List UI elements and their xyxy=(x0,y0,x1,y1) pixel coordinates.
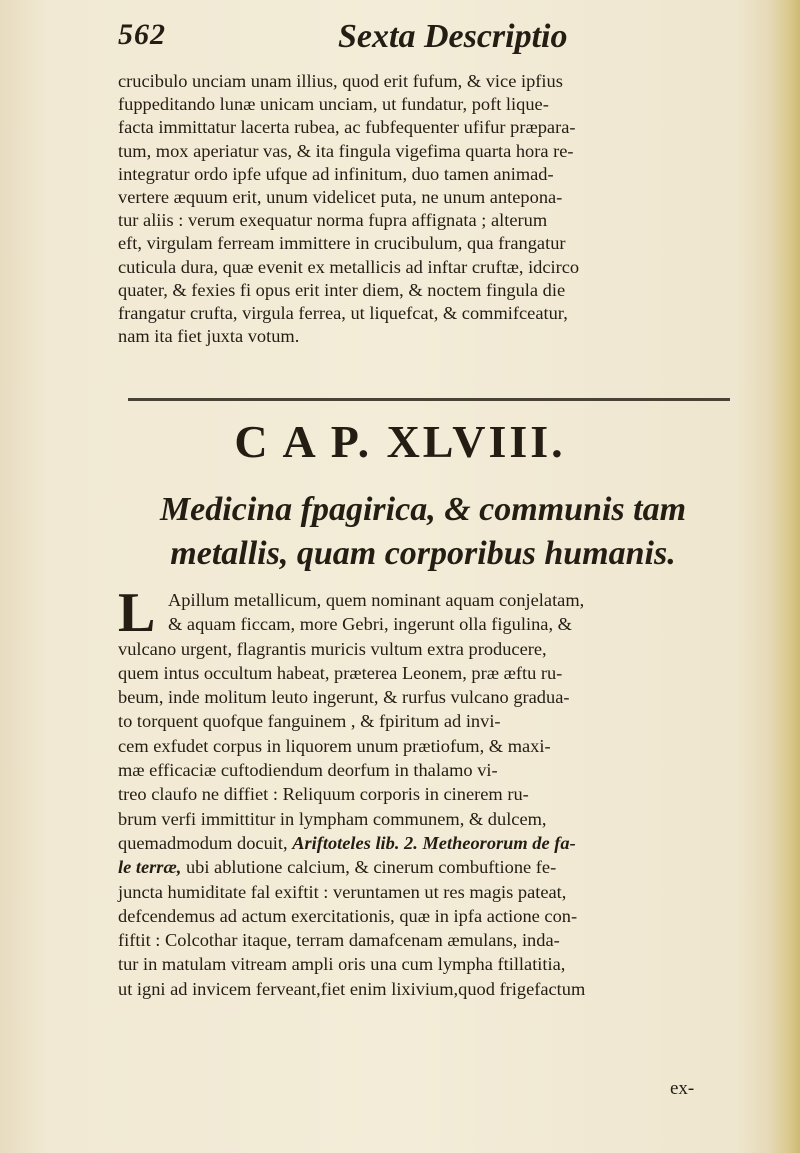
text-fragment: mæ efficaciæ cuftodiendum deorfum in thalamo vi- xyxy=(118,760,498,781)
text-fragment: quemadmodum docuit, xyxy=(118,832,293,853)
text-fragment: & aquam ficcam, more Gebri, ingerunt olla figulina, & xyxy=(168,614,572,635)
text-fragment: defcendemus ad actum exercitationis, quæ in ipfa actione con- xyxy=(118,905,578,926)
text-fragment: juncta humiditate fal exiftit : veruntamen ut res magis pateat, xyxy=(118,881,567,902)
chapter-heading: C A P. XLVIII. xyxy=(234,416,566,467)
chapter-title-line: Medicina fpagirica, & communis tam xyxy=(159,491,687,528)
chapter-text-line xyxy=(118,685,748,709)
drop-cap: L xyxy=(118,582,156,644)
chapter-title-line: metallis, quam corporibus humanis. xyxy=(170,535,676,572)
chapter-text-line xyxy=(118,831,748,855)
italic-citation: Ariftoteles lib. 2. Metheororum de fa- xyxy=(292,832,576,853)
text-fragment: vulcano urgent, flagrantis muricis vultum extra producere, xyxy=(118,638,547,659)
text-fragment: brum verfi immittitur in lympham communem, & dulcem, xyxy=(118,808,547,829)
chapter-text-line xyxy=(118,880,748,904)
italic-citation: le terræ, xyxy=(118,857,182,878)
text-fragment: treo claufo ne diffiet : Reliquum corporis in cinerem ru- xyxy=(118,784,529,805)
chapter-text-line xyxy=(118,588,748,612)
text-line: cuticula dura, quæ evenit ex metallicis ad inftar cruftæ, idcirco xyxy=(118,256,580,277)
page-number: 562 xyxy=(118,18,166,51)
chapter-text-line xyxy=(118,904,748,928)
text-line: tur aliis : verum exequatur norma fupra affignata ; alterum xyxy=(118,210,548,231)
text-line: nam ita fiet juxta votum. xyxy=(118,326,300,347)
chapter-body xyxy=(118,582,748,1001)
chapter-text-line xyxy=(118,612,748,636)
running-title: Sexta Descriptio xyxy=(338,18,568,55)
text-fragment: to torquent quofque fanguinem , & fpiritum ad invi- xyxy=(118,711,501,732)
text-line: facta immittatur lacerta rubea, ac fubfequenter ufifur præpara- xyxy=(118,117,576,138)
text-line: crucibulo unciam unam illius, quod erit fufum, & vice ipfius xyxy=(118,71,563,91)
text-line: integratur ordo ipfe ufque ad infinitum, duo tamen animad- xyxy=(118,163,554,184)
text-line: frangatur crufta, virgula ferrea, ut liquefcat, & commifceatur, xyxy=(118,302,568,323)
text-fragment: cem exfudet corpus in liquorem unum prætiofum, & maxi- xyxy=(118,735,551,756)
chapter-text-line xyxy=(118,977,748,1001)
chapter-text-line xyxy=(118,855,748,879)
chapter-text-line xyxy=(118,661,748,685)
text-fragment: tur in matulam vitream ampli oris una cum lympha ftillatitia, xyxy=(118,954,566,975)
running-head xyxy=(118,18,758,66)
page-edge-stain xyxy=(770,0,800,1153)
text-line: fuppeditando lunæ unicam unciam, ut fundatur, poft lique- xyxy=(118,94,549,115)
text-fragment: ubi ablutione calcium, & cinerum combuftione fe- xyxy=(181,857,557,878)
chapter-text-line xyxy=(118,952,748,976)
section-divider xyxy=(128,398,730,401)
chapter-text-line xyxy=(118,637,748,661)
chapter-text-line xyxy=(118,807,748,831)
text-line: tum, mox aperiatur vas, & ita fingula vigefima quarta hora re- xyxy=(118,140,574,161)
text-line: quater, & fexies fi opus erit inter diem, & noctem fingula die xyxy=(118,279,566,300)
chapter-title xyxy=(118,488,728,576)
text-fragment: fiftit : Colcothar itaque, terram damafcenam æmulans, inda- xyxy=(118,930,560,951)
chapter-text-line xyxy=(118,758,748,782)
chapter-text-line xyxy=(118,928,748,952)
body-text xyxy=(118,70,743,348)
text-fragment: Apillum metallicum, quem nominant aquam conjelatam, xyxy=(168,590,585,610)
chapter-text-line xyxy=(118,734,748,758)
chapter-text-line xyxy=(118,709,748,733)
text-fragment: beum, inde molitum leuto ingerunt, & rurfus vulcano gradua- xyxy=(118,687,570,708)
text-line: eft, virgulam ferream immittere in crucibulum, qua frangatur xyxy=(118,233,566,254)
text-fragment: quem intus occultum habeat, præterea Leonem, præ æftu ru- xyxy=(118,662,563,683)
catchword: ex- xyxy=(670,1078,695,1099)
text-fragment: ut igni ad invicem ferveant,fiet enim lixivium,quod frigefactum xyxy=(118,978,586,999)
chapter-text-line xyxy=(118,782,748,806)
text-line: vertere æquum erit, unum videlicet puta, ne unum antepona- xyxy=(118,186,563,207)
